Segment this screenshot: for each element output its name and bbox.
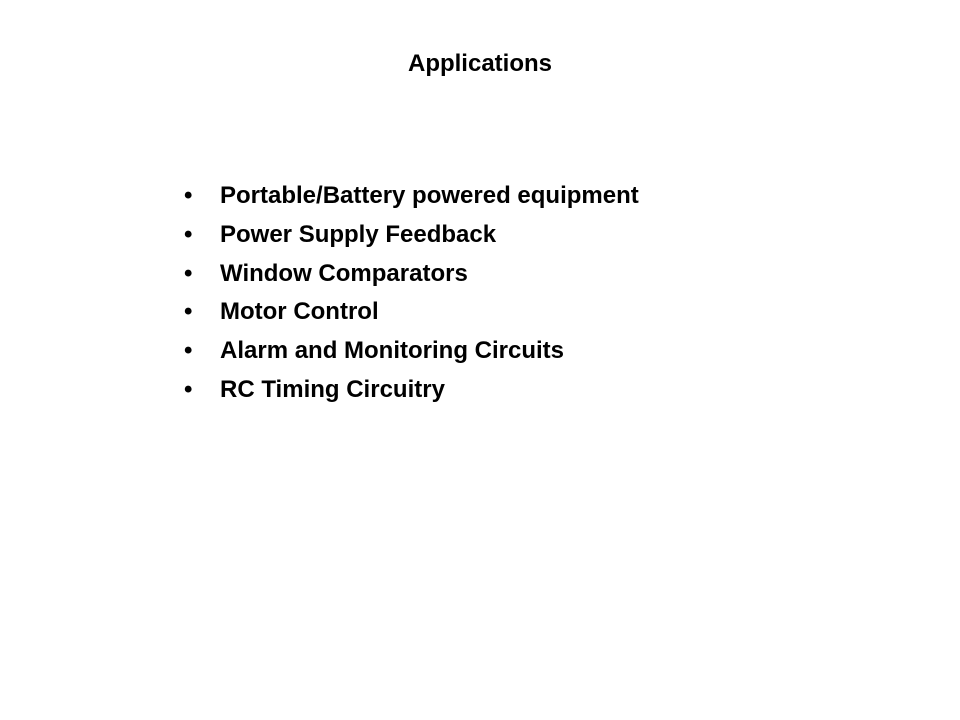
bullet-list <box>184 181 639 414</box>
list-item-text: Portable/Battery powered equipment <box>220 182 639 209</box>
list-item <box>184 336 639 375</box>
list-item-text: Window Comparators <box>220 259 468 287</box>
list-item <box>184 375 639 414</box>
bullet-icon: • <box>184 337 193 365</box>
list-item <box>184 181 639 220</box>
bullet-icon: • <box>184 298 193 326</box>
bullet-icon: • <box>184 220 193 248</box>
list-item <box>184 297 639 336</box>
bullet-icon: • <box>184 375 193 403</box>
list-item-text: Alarm and Monitoring Circuits <box>220 337 565 365</box>
list-item <box>184 259 639 298</box>
bullet-icon: • <box>184 259 193 287</box>
list-item <box>184 220 639 259</box>
slide-title: Applications <box>407 50 552 77</box>
list-item-text: Power Supply Feedback <box>220 220 497 248</box>
list-item-text: RC Timing Circuitry <box>220 375 445 403</box>
bullet-icon: • <box>184 182 193 209</box>
list-item-text: Motor Control <box>220 298 379 326</box>
